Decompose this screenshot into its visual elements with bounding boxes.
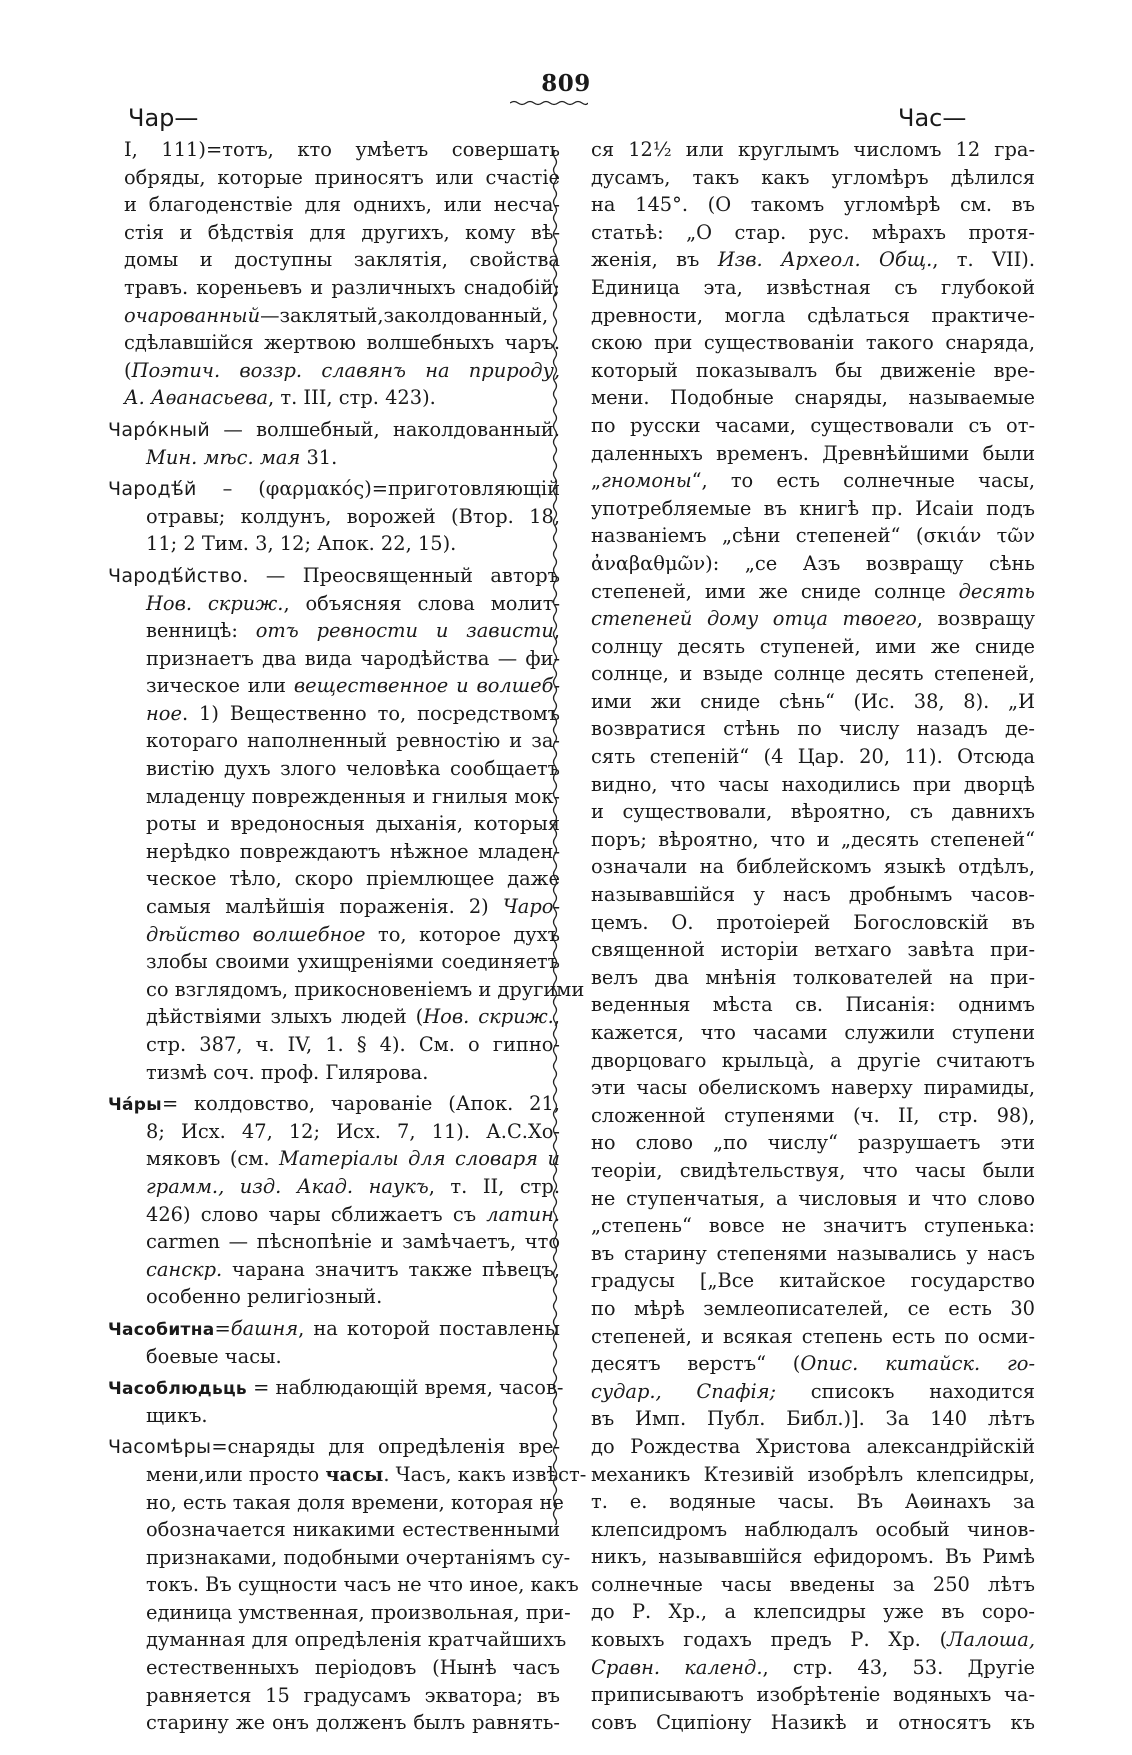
text-segment: солнцу десять ступеней, ими же сниде: [591, 634, 1035, 658]
text-line: [124, 1626, 567, 1654]
text-line: [591, 991, 1035, 1019]
text-line: [591, 1405, 1035, 1433]
text-segment: „степень“ вовсе не значитъ ступенька:: [591, 1214, 1035, 1238]
text-segment: – (: [196, 477, 266, 501]
text-segment: но слово „по числу“ разрушаетъ эти: [591, 1131, 1035, 1155]
text-segment: „: [591, 469, 602, 493]
text-line: [591, 1461, 1035, 1489]
text-segment: , т. VII).: [932, 248, 1036, 272]
text-segment: . Часъ, какъ извѣст-: [383, 1462, 587, 1486]
text-line: [124, 329, 560, 357]
italic-citation: Нов. скриж.: [146, 591, 284, 615]
greek-text: σκιάν τῶν: [923, 524, 1035, 548]
page-number-wavy-rule: [510, 100, 588, 106]
text-line: [591, 164, 1035, 192]
text-segment: то, которое духъ: [365, 922, 560, 946]
text-line: [591, 1157, 1035, 1185]
text-segment: до Рождества Христова александрійскій: [591, 1434, 1035, 1458]
text-segment: десятъ верстъ“ (: [591, 1352, 801, 1376]
text-segment: градусы [„Все китайское государство: [591, 1269, 1035, 1293]
text-line: [591, 1295, 1035, 1323]
text-line: [591, 853, 1035, 881]
text-segment: дѣйствіями злыхъ людей (: [146, 1005, 424, 1029]
text-segment: , т. III, стр. 423).: [268, 386, 436, 410]
text-line: [591, 1378, 1035, 1406]
text-segment: , стр. 43, 53. Другіе: [762, 1655, 1035, 1679]
text-segment: сложенной ступенями (ч. II, стр. 98),: [591, 1103, 1035, 1127]
text-line: [591, 219, 1035, 247]
left-column: [108, 136, 587, 1737]
text-line: [591, 798, 1035, 826]
text-segment: который показывалъ бы движеніе вре-: [591, 358, 1035, 382]
text-line: [124, 976, 585, 1004]
text-line: [591, 1212, 1035, 1240]
text-segment: 426) слово чары сближаетъ съ: [146, 1202, 487, 1226]
text-segment: приписываютъ изобрѣтеніе водяныхъ ча-: [591, 1683, 1035, 1707]
text-segment: самыя малѣйшія пораженія. 2): [146, 895, 503, 919]
text-segment: = колдовство, чарованіе (Апок. 21,: [161, 1092, 560, 1116]
dictionary-entry-start: [108, 1090, 560, 1118]
text-segment: (: [124, 358, 132, 382]
text-segment: младенцу поврежденныя и гнилыя мок-: [146, 784, 560, 808]
text-line: [591, 136, 1035, 164]
text-line: [591, 1267, 1035, 1295]
text-segment: до Р. Хр., а клепсидры уже въ соро-: [591, 1600, 1035, 1624]
italic-citation: санскр.: [146, 1257, 223, 1281]
italic-citation: Лалоша,: [947, 1628, 1035, 1652]
headword: Чародѣ́й: [108, 478, 197, 501]
text-segment: не ступенчатыя, а числовыя и что слово: [591, 1186, 1035, 1210]
text-segment: единица умственная, произвольная, при-: [146, 1600, 571, 1624]
text-line: [591, 771, 1035, 799]
text-segment: дворцоваго крыльца̀, а другіе считаютъ: [591, 1048, 1035, 1072]
text-segment: теоріи, свидѣтельствуя, что часы были: [591, 1158, 1035, 1182]
text-segment: древности, могла сдѣлаться практиче-: [591, 303, 1035, 327]
italic-citation: Поэтич. воззр. славянъ на природу,: [131, 358, 560, 382]
text-segment: кажется, что часами служили ступени: [591, 1021, 1035, 1044]
text-segment: совъ Сципіону Назикѣ и относятъ къ: [591, 1710, 1035, 1734]
text-segment: даленныхъ временъ. Древнѣйшими были: [591, 441, 1035, 465]
headword: Часобитна: [108, 1319, 215, 1340]
text-line: [124, 727, 560, 755]
right-column: [591, 136, 1035, 1736]
text-segment: травъ. кореньевъ и различныхъ снадобій;: [124, 275, 560, 299]
text-line: [124, 1283, 560, 1311]
greek-text: φαρμακός: [265, 477, 365, 501]
text-segment: по мѣрѣ землеописателей, се есть 30: [591, 1296, 1035, 1320]
text-segment: веденныя мѣста св. Писанія: однимъ: [591, 993, 1035, 1017]
text-line: [124, 838, 560, 866]
text-line: [591, 522, 1035, 550]
text-line: [124, 164, 560, 192]
text-line: [591, 1019, 1035, 1047]
text-segment: котораго наполненный ревностію и за-: [146, 729, 560, 753]
text-segment: возвратися стѣнь по числу назадъ де-: [591, 717, 1035, 741]
text-line: [591, 1433, 1035, 1461]
text-segment: щикъ.: [146, 1403, 208, 1427]
text-segment: ся 12½ или круглымъ числомъ 12 гра-: [591, 138, 1035, 161]
text-segment: т. е. водяные часы. Въ Аѳинахъ за: [591, 1490, 1035, 1514]
text-line: [591, 467, 1035, 495]
text-segment: стія и бѣдствія для другихъ, кому вѣ-: [124, 220, 560, 244]
text-segment: ческое тѣло, скоро пріемлющее даже: [146, 867, 560, 891]
text-line: [591, 1074, 1035, 1102]
text-line: [124, 444, 560, 472]
text-segment: поръ; вѣроятно, что и „десять степеней“: [591, 827, 1035, 851]
italic-citation: гномоны: [601, 469, 692, 493]
text-line: [124, 219, 560, 247]
text-line: [124, 1461, 587, 1489]
text-segment: думанная для опредѣленія кратчайшихъ: [146, 1628, 567, 1652]
text-segment: со взглядомъ, прикосновеніемъ и другими: [146, 977, 585, 1001]
text-line: [591, 1047, 1035, 1075]
text-segment: carmen — пѣснопѣніе и замѣчаетъ, что: [146, 1230, 560, 1254]
text-line: [591, 1598, 1035, 1626]
headword: Часоблюдьць: [108, 1379, 247, 1400]
text-segment: употребляемые въ книгѣ пр. Исаіи подъ: [591, 496, 1035, 520]
italic-citation: Изв. Археол. Общ.: [717, 248, 933, 272]
text-line: [124, 1489, 564, 1517]
text-segment: никъ, называвшійся ефидоромъ. Въ Римѣ: [591, 1545, 1035, 1569]
text-line: [591, 936, 1035, 964]
text-line: [591, 578, 1035, 606]
text-line: [124, 357, 560, 385]
text-line: [124, 783, 560, 811]
text-segment: =снаряды для опредѣленія вре-: [211, 1435, 560, 1459]
text-line: [124, 810, 560, 838]
text-line: [124, 1228, 560, 1256]
headword: Чародѣ́йство: [108, 564, 243, 587]
text-line: [591, 329, 1035, 357]
text-segment: вистію духъ злого человѣка сообщаетъ: [146, 757, 560, 781]
text-segment: названіемъ „сѣни степеней“ (: [591, 524, 924, 548]
text-segment: , т. II, стр.: [428, 1174, 560, 1198]
page-number: 809: [541, 70, 591, 97]
text-segment: ): „се Азъ возвращу сѣнь: [705, 551, 1035, 575]
text-segment: ковыхъ годахъ предъ Р. Хр. (: [591, 1628, 948, 1652]
text-segment: и существовали, вѣроятно, съ давнихъ: [591, 800, 1035, 824]
italic-citation: латин.: [486, 1202, 560, 1226]
text-segment: означали на библейскомъ языкѣ отдѣлъ,: [591, 855, 1035, 879]
text-line: [591, 302, 1035, 330]
text-line: [124, 1709, 560, 1737]
text-line: [124, 700, 560, 728]
text-segment: . 1) Вещественно то, посредствомъ: [181, 701, 560, 725]
text-line: [591, 274, 1035, 302]
text-segment: — волшебный, наколдованный.: [210, 417, 560, 441]
text-segment: )=приготовляющій: [364, 477, 560, 501]
text-line: [591, 688, 1035, 716]
text-line: [591, 550, 1035, 578]
text-segment: старину же онъ долженъ былъ равнять-: [146, 1711, 560, 1735]
text-segment: домы и доступны заклятія, свойства: [124, 248, 560, 272]
text-segment: токъ. Въ сущности часъ не что иное, какъ: [146, 1573, 579, 1597]
text-segment: ими жи сниде сѣнь“ (Ис. 38, 8). „И: [591, 689, 1035, 713]
text-line: [124, 617, 560, 645]
italic-citation: десять: [958, 579, 1035, 603]
text-line: [124, 1599, 571, 1627]
bold-term: часы: [325, 1462, 384, 1486]
text-line: [124, 1031, 560, 1059]
text-segment: злобы своими ухищреніями соединяетъ: [146, 950, 560, 974]
italic-citation: вещественное и волшеб-: [293, 674, 560, 698]
text-segment: въ старину степенями назывались у насъ: [591, 1241, 1035, 1265]
italic-citation: отъ ревности и зависти: [255, 619, 554, 643]
text-segment: 31.: [300, 445, 338, 469]
text-segment: но, есть такая доля времени, которая не: [146, 1490, 564, 1514]
text-line: [591, 1681, 1035, 1709]
text-line: [591, 964, 1035, 992]
text-segment: венницѣ:: [146, 619, 256, 643]
text-line: [591, 660, 1035, 688]
text-segment: признаетъ два вида чародѣйства — фи-: [146, 646, 560, 670]
text-segment: сдѣлавшійся жертвою волшебныхъ чаръ.: [124, 331, 560, 355]
italic-citation: Чаро-: [502, 895, 560, 919]
text-line: [124, 672, 560, 700]
text-segment: мени,или просто: [146, 1462, 326, 1486]
text-line: [591, 633, 1035, 661]
text-segment: стр. 387, ч. IV, 1. § 4). См. о гипно-: [146, 1033, 560, 1056]
text-segment: , на которой поставлены: [298, 1316, 560, 1340]
text-line: [591, 743, 1035, 771]
text-line: [591, 191, 1035, 219]
text-line: [591, 384, 1035, 412]
text-segment: мени. Подобные снаряды, называемые: [591, 386, 1035, 410]
text-line: [124, 1173, 560, 1201]
text-line: [591, 1516, 1035, 1544]
dictionary-entry-start: [108, 1315, 560, 1343]
italic-citation: Матеріалы для словаря и: [279, 1147, 560, 1171]
column-divider-wavy-rule: [551, 150, 559, 1525]
text-segment: —заклятый,заколдованный,: [260, 303, 549, 327]
text-line: [124, 921, 560, 949]
italic-citation: Опис. китайск. го-: [800, 1352, 1035, 1376]
text-line: [591, 1350, 1035, 1378]
text-segment: =тотъ, кто умѣетъ совершать: [205, 138, 560, 161]
dictionary-entry-start: [108, 475, 560, 503]
text-segment: ,: [553, 619, 560, 643]
text-segment: по русски часами, существовали съ от-: [591, 413, 1035, 437]
text-segment: особенно религіозный.: [146, 1285, 383, 1309]
text-segment: дусамъ, такъ какъ угломѣръ дѣлился: [591, 165, 1035, 189]
text-segment: въ Имп. Публ. Библ.)]. За 140 лѣтъ: [591, 1407, 1035, 1431]
text-segment: . — Преосвященный авторъ: [242, 563, 560, 587]
text-line: [591, 1323, 1035, 1351]
text-line: [591, 909, 1035, 937]
text-segment: “, то есть солнечные часы,: [691, 469, 1035, 493]
text-segment: 11; 2 Тим. 3, 12; Апок. 22, 15).: [146, 532, 457, 556]
text-segment: нерѣдко повреждаютъ нѣжное младен-: [146, 839, 560, 863]
text-line: [124, 246, 560, 274]
italic-citation: А. Аѳанасьева: [124, 386, 269, 410]
text-line: [591, 1709, 1035, 1737]
text-segment: степеней, и всякая степень есть по осми-: [591, 1324, 1035, 1348]
text-segment: ,: [553, 1005, 560, 1029]
text-line: [591, 495, 1035, 523]
text-line: [124, 1682, 560, 1710]
text-segment: боевые часы.: [146, 1344, 282, 1368]
text-segment: роты и вредоносныя дыханія, которыя: [146, 812, 560, 836]
headword: Чарóкный: [108, 418, 211, 441]
text-line: [591, 357, 1035, 385]
text-line: [591, 412, 1035, 440]
text-segment: 8; Исх. 47, 12; Исх. 7, 11). А.С.Хо-: [146, 1119, 560, 1143]
text-segment: клепсидромъ наблюдалъ особый чинов-: [591, 1517, 1035, 1541]
running-head-left: Чар—: [128, 104, 199, 132]
text-line: [591, 1654, 1035, 1682]
text-segment: тизмѣ соч. проф. Гилярова.: [146, 1060, 429, 1084]
italic-citation: Нов. скриж.: [423, 1005, 554, 1029]
dictionary-entry-start: [108, 1374, 564, 1402]
text-line: [591, 881, 1035, 909]
text-line: [591, 246, 1035, 274]
text-line: [124, 1544, 571, 1572]
text-line: [591, 605, 1035, 633]
text-segment: чарана значитъ также пѣвецъ,: [222, 1257, 560, 1281]
text-line: [591, 1240, 1035, 1268]
text-segment: зическое или: [146, 674, 294, 698]
headword: Чáры: [108, 1095, 162, 1116]
text-line: [124, 136, 560, 164]
text-line: [124, 530, 560, 558]
text-segment: механикъ Ктезивій изобрѣлъ клепсидры,: [591, 1462, 1035, 1486]
text-line: [124, 1003, 560, 1031]
text-segment: I, 111): [124, 138, 206, 161]
text-line: [124, 948, 560, 976]
text-line: [591, 1488, 1035, 1516]
text-line: [591, 826, 1035, 854]
text-line: [124, 302, 560, 330]
text-segment: статьѣ: „О стар. рус. мѣрахъ протя-: [591, 220, 1035, 244]
italic-citation: ное: [146, 701, 182, 725]
text-segment: называвшійся у насъ дробнымъ часов-: [591, 883, 1035, 907]
italic-citation: судар., Спафія;: [591, 1379, 777, 1403]
dictionary-entry-start: [108, 1433, 560, 1461]
text-line: [591, 1571, 1035, 1599]
text-segment: сять степеній“ (4 Цар. 20, 11). Отсюда: [591, 745, 1035, 769]
text-segment: признаками, подобными очертаніямъ су-: [146, 1545, 571, 1569]
text-line: [124, 503, 560, 531]
text-line: [124, 1256, 560, 1284]
text-segment: видно, что часы находились при дворцѣ: [591, 772, 1035, 796]
running-head-right: Час—: [898, 104, 967, 132]
text-segment: равняется 15 градусамъ экватора; въ: [146, 1683, 560, 1707]
text-segment: эти часы обелискомъ наверху пирамиды,: [591, 1076, 1035, 1100]
italic-citation: Сравн. календ.: [591, 1655, 763, 1679]
text-line: [124, 590, 560, 618]
text-line: [124, 274, 560, 302]
italic-citation: Мин. мѣс. мая: [146, 445, 301, 469]
text-segment: священной исторіи ветхаго завѣта при-: [591, 938, 1035, 962]
text-line: [124, 1343, 560, 1371]
text-line: [124, 1571, 579, 1599]
text-line: [591, 1102, 1035, 1130]
text-segment: солнечные часы введены за 250 лѣтъ: [591, 1572, 1035, 1596]
text-segment: списокъ находится: [776, 1379, 1035, 1403]
text-segment: цемъ. О. протоіерей Богословскій въ: [591, 910, 1035, 934]
text-segment: солнце, и взыде солнце десять степеней,: [591, 662, 1035, 686]
greek-text: ἀναβαθμῶν: [591, 551, 706, 575]
text-line: [124, 1059, 560, 1087]
text-line: [591, 440, 1035, 468]
text-line: [124, 1118, 560, 1146]
dictionary-entry-start: [108, 416, 560, 444]
text-segment: на 145°. (О такомъ угломѣрѣ см. въ: [591, 193, 1035, 217]
text-line: [124, 384, 560, 412]
text-line: [124, 191, 560, 219]
text-segment: обозначается никакими естественными: [146, 1518, 560, 1542]
text-line: [591, 1129, 1035, 1157]
text-line: [124, 1201, 560, 1229]
text-segment: =: [214, 1316, 231, 1340]
italic-citation: грамм., изд. Акад. наукъ: [146, 1174, 429, 1198]
text-line: [591, 1543, 1035, 1571]
text-line: [591, 1626, 1035, 1654]
italic-citation: очарованный: [124, 303, 261, 327]
text-line: [124, 1516, 560, 1544]
text-line: [591, 1185, 1035, 1213]
italic-citation: дѣйство волшебное: [146, 922, 366, 946]
text-segment: степеней, ими же сниде солнце: [591, 579, 959, 603]
dictionary-entry-start: [108, 562, 560, 590]
text-segment: = наблюдающій время, часов-: [246, 1376, 564, 1400]
italic-citation: степеней дому отца твоего: [591, 607, 917, 631]
text-segment: скою при существованіи такого снаряда,: [591, 331, 1035, 355]
text-line: [124, 645, 560, 673]
text-line: [124, 1145, 560, 1173]
text-segment: Единица эта, извѣстная съ глубокой: [591, 275, 1035, 299]
text-line: [124, 1402, 560, 1430]
text-segment: , возвращу: [916, 607, 1035, 631]
text-segment: естественныхъ періодовъ (Нынѣ часъ: [146, 1656, 560, 1680]
text-segment: мяковъ (см.: [146, 1147, 279, 1171]
text-segment: , объясняя слова молит-: [283, 591, 560, 615]
text-segment: и благоденствіе для однихъ, или несча-: [124, 193, 560, 217]
text-segment: обряды, которые приносятъ или счастіе: [124, 165, 560, 189]
text-segment: женія, въ: [591, 248, 718, 272]
text-line: [591, 715, 1035, 743]
headword: Часомѣры: [108, 1436, 212, 1459]
text-segment: отравы; колдунъ, ворожей (Втор. 18,: [146, 504, 560, 528]
italic-citation: башня: [230, 1316, 299, 1340]
text-line: [124, 865, 560, 893]
text-segment: велъ два мнѣнія толкователей на при-: [591, 965, 1035, 989]
text-line: [124, 893, 560, 921]
text-line: [124, 755, 560, 783]
text-line: [124, 1654, 560, 1682]
